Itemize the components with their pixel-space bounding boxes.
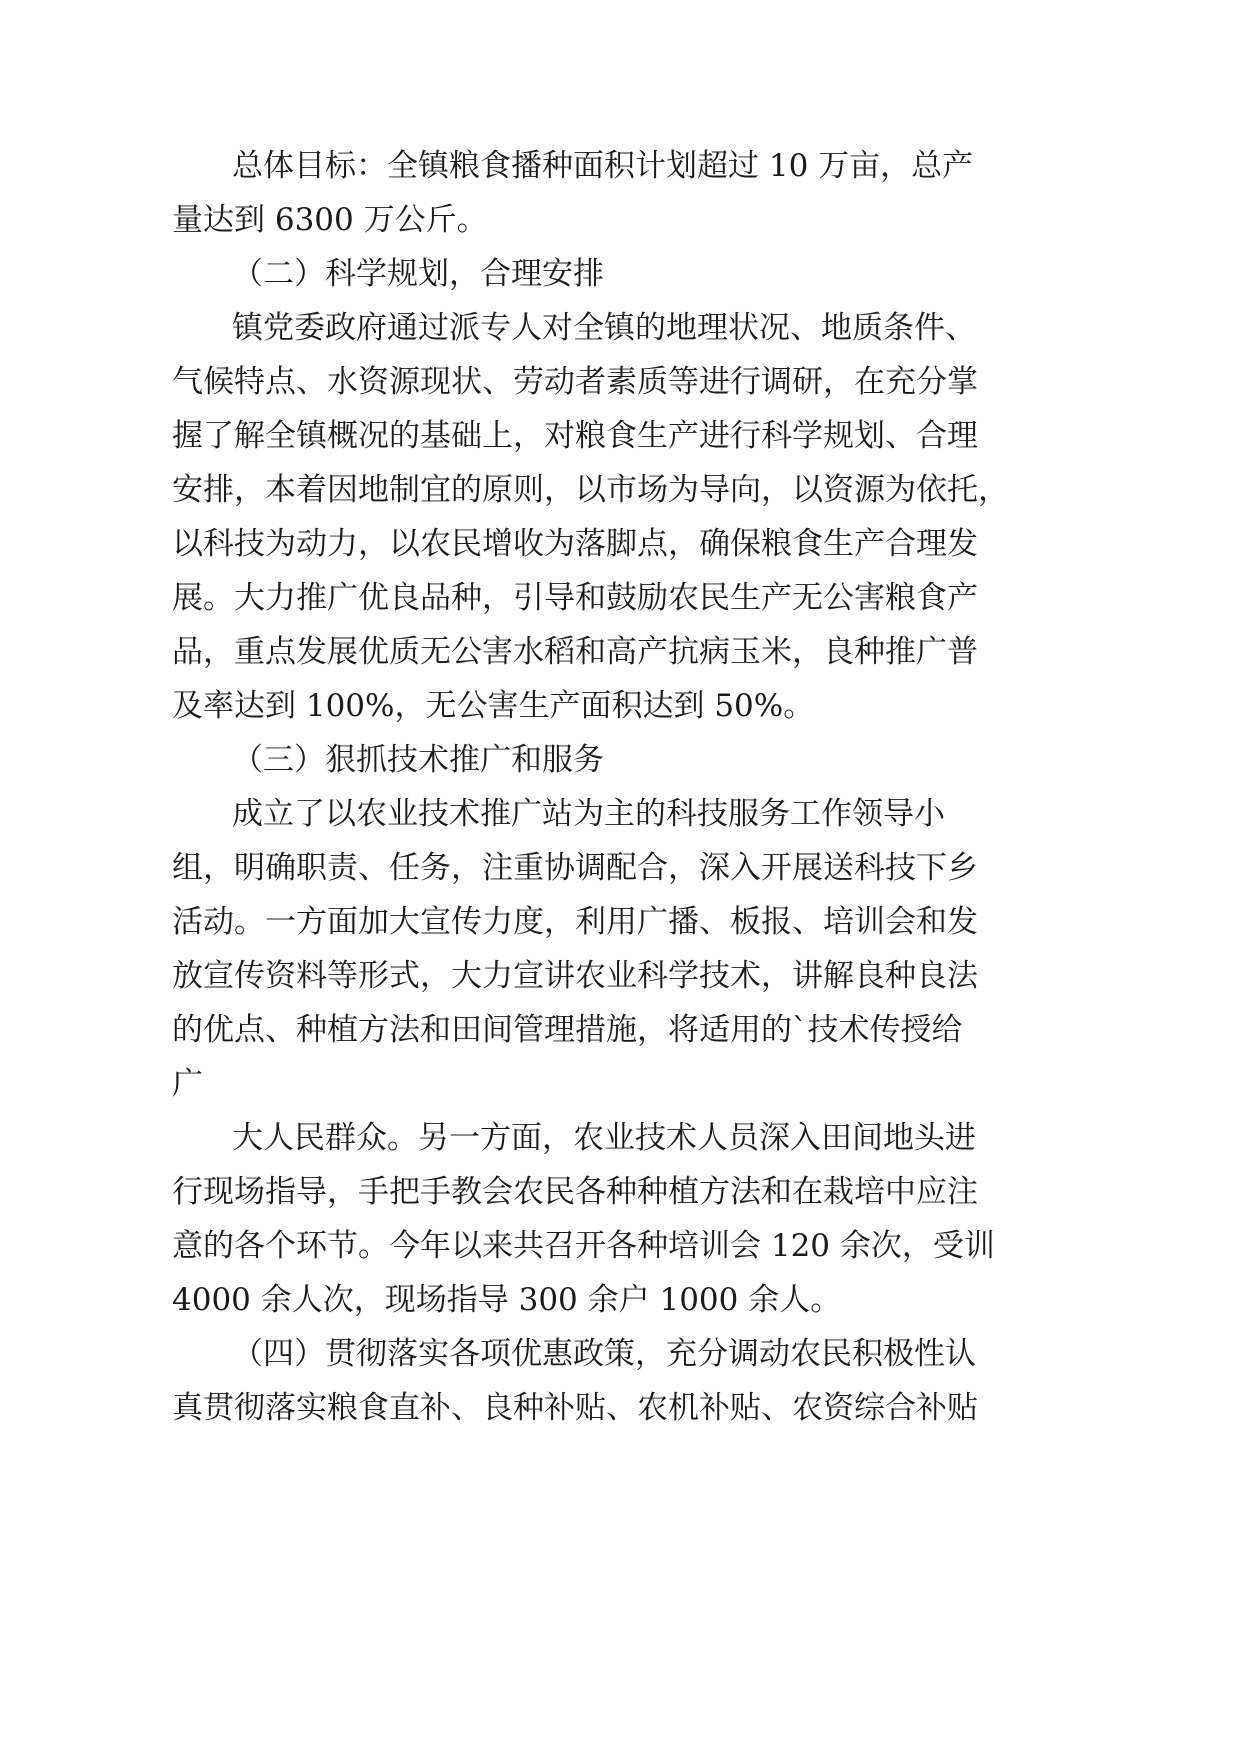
section-heading-3: （三）狠抓技术推广和服务 [232,742,604,778]
body-line-8: 以科技为动力，以农民增收为落脚点，确保粮食生产合理发 [172,526,978,562]
body-line-5: 气候特点、水资源现状、劳动者素质等进行调研，在充分掌 [172,364,978,400]
body-line-16: 放宣传资料等形式，大力宣讲农业科学技术，讲解良种良法 [172,958,978,994]
body-line-4: 镇党委政府通过派专人对全镇的地理状况、地质条件、 [232,310,976,346]
body-line-14: 组，明确职责、任务，注重协调配合，深入开展送科技下乡 [172,850,978,886]
body-line-6: 握了解全镇概况的基础上，对粮食生产进行科学规划、合理 [172,418,978,454]
section-heading-4: （四）贯彻落实各项优惠政策，充分调动农民积极性认 [232,1336,976,1372]
body-line-17: 的优点、种植方法和田间管理措施，将适用的`技术传授给 [172,1012,963,1048]
body-line-22: 4000 余人次，现场指导 300 余户 1000 余人。 [172,1282,842,1318]
body-line-19: 大人民群众。另一方面，农业技术人员深入田间地头进 [232,1120,976,1156]
body-line-18: 广 [172,1066,203,1102]
body-line-11: 及率达到 100%，无公害生产面积达到 50%。 [172,688,815,724]
body-line-2: 量达到 6300 万公斤。 [172,202,488,238]
body-line-24: 真贯彻落实粮食直补、良种补贴、农机补贴、农资综合补贴 [172,1390,978,1426]
body-line-21: 意的各个环节。今年以来共召开各种培训会 120 余次，受训 [172,1228,995,1264]
body-line-20: 行现场指导，手把手教会农民各种种植方法和在栽培中应注 [172,1174,978,1210]
body-line-15: 活动。一方面加大宣传力度，利用广播、板报、培训会和发 [172,904,978,940]
body-line-1: 总体目标：全镇粮食播种面积计划超过 10 万亩，总产 [232,148,974,184]
body-line-9: 展。大力推广优良品种，引导和鼓励农民生产无公害粮食产 [172,580,978,616]
body-line-13: 成立了以农业技术推广站为主的科技服务工作领导小 [232,796,945,832]
body-line-10: 品，重点发展优质无公害水稻和高产抗病玉米，良种推广普 [172,634,978,670]
section-heading-2: （二）科学规划，合理安排 [232,256,604,292]
body-line-7: 安排，本着因地制宜的原则，以市场为导向，以资源为依托， [172,472,1009,508]
